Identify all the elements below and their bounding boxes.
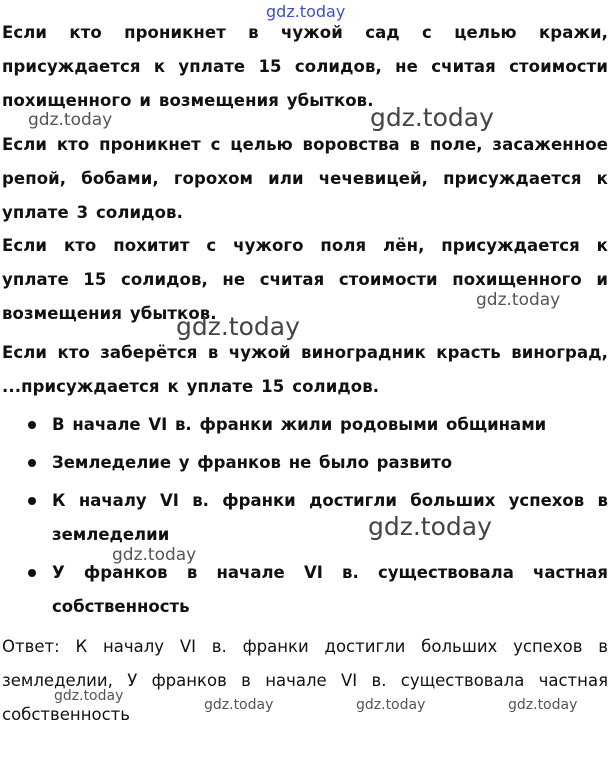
law-paragraph-3: Если кто похитит с чужого поля лён, присуждается к уплате 15 солидов, не считая стоимости похищенного и возмещения убытков. (2, 236, 608, 323)
watermark: gdz.today (368, 512, 492, 541)
statement-text: В начале VI в. франки жили родовыми общинами (52, 415, 547, 434)
bullet-dot-icon (28, 421, 36, 429)
statement-list (0, 408, 611, 628)
law-paragraph-2: Если кто проникнет с целью воровства в поле, засаженное репой, бобами, горохом или чечевицей, присуждается к уплате 3 солидов. (2, 135, 608, 222)
bullet-dot-icon (28, 497, 36, 505)
statement-item (0, 556, 611, 624)
statement-text: Земледелие у франков не было развито (52, 453, 453, 472)
statement-item (0, 446, 611, 480)
watermark: gdz.today (508, 697, 578, 713)
bullet-dot-icon (28, 459, 36, 467)
watermark: gdz.today (54, 688, 124, 704)
bullet-dot-icon (28, 569, 36, 577)
watermark-top: gdz.today (266, 2, 346, 21)
statement-text: К началу VI в. франки достигли больших успехов в земледелии (52, 491, 608, 544)
watermark: gdz.today (204, 697, 274, 713)
watermark: gdz.today (356, 697, 426, 713)
statement-item (0, 408, 611, 442)
watermark: gdz.today (112, 545, 197, 565)
answer-text: Ответ: К началу VI в. франки достигли больших успехов в земледелии, У франков в начале VI в. существовала частная собственность (2, 637, 608, 724)
watermark: gdz.today (176, 312, 300, 341)
watermark: gdz.today (370, 103, 494, 132)
watermark: gdz.today (28, 110, 113, 130)
watermark: gdz.today (476, 290, 561, 310)
law-paragraph-4: Если кто заберётся в чужой виноградник красть виноград, ...присуждается к уплате 15 солидов. (2, 343, 608, 396)
law-paragraph-1: Если кто проникнет в чужой сад с целью кражи, присуждается к уплате 15 солидов, не считая стоимости похищенного и возмещения убытков. (2, 23, 608, 110)
statement-text: У франков в начале VI в. существовала частная собственность (52, 563, 608, 616)
statement-item (0, 484, 611, 552)
